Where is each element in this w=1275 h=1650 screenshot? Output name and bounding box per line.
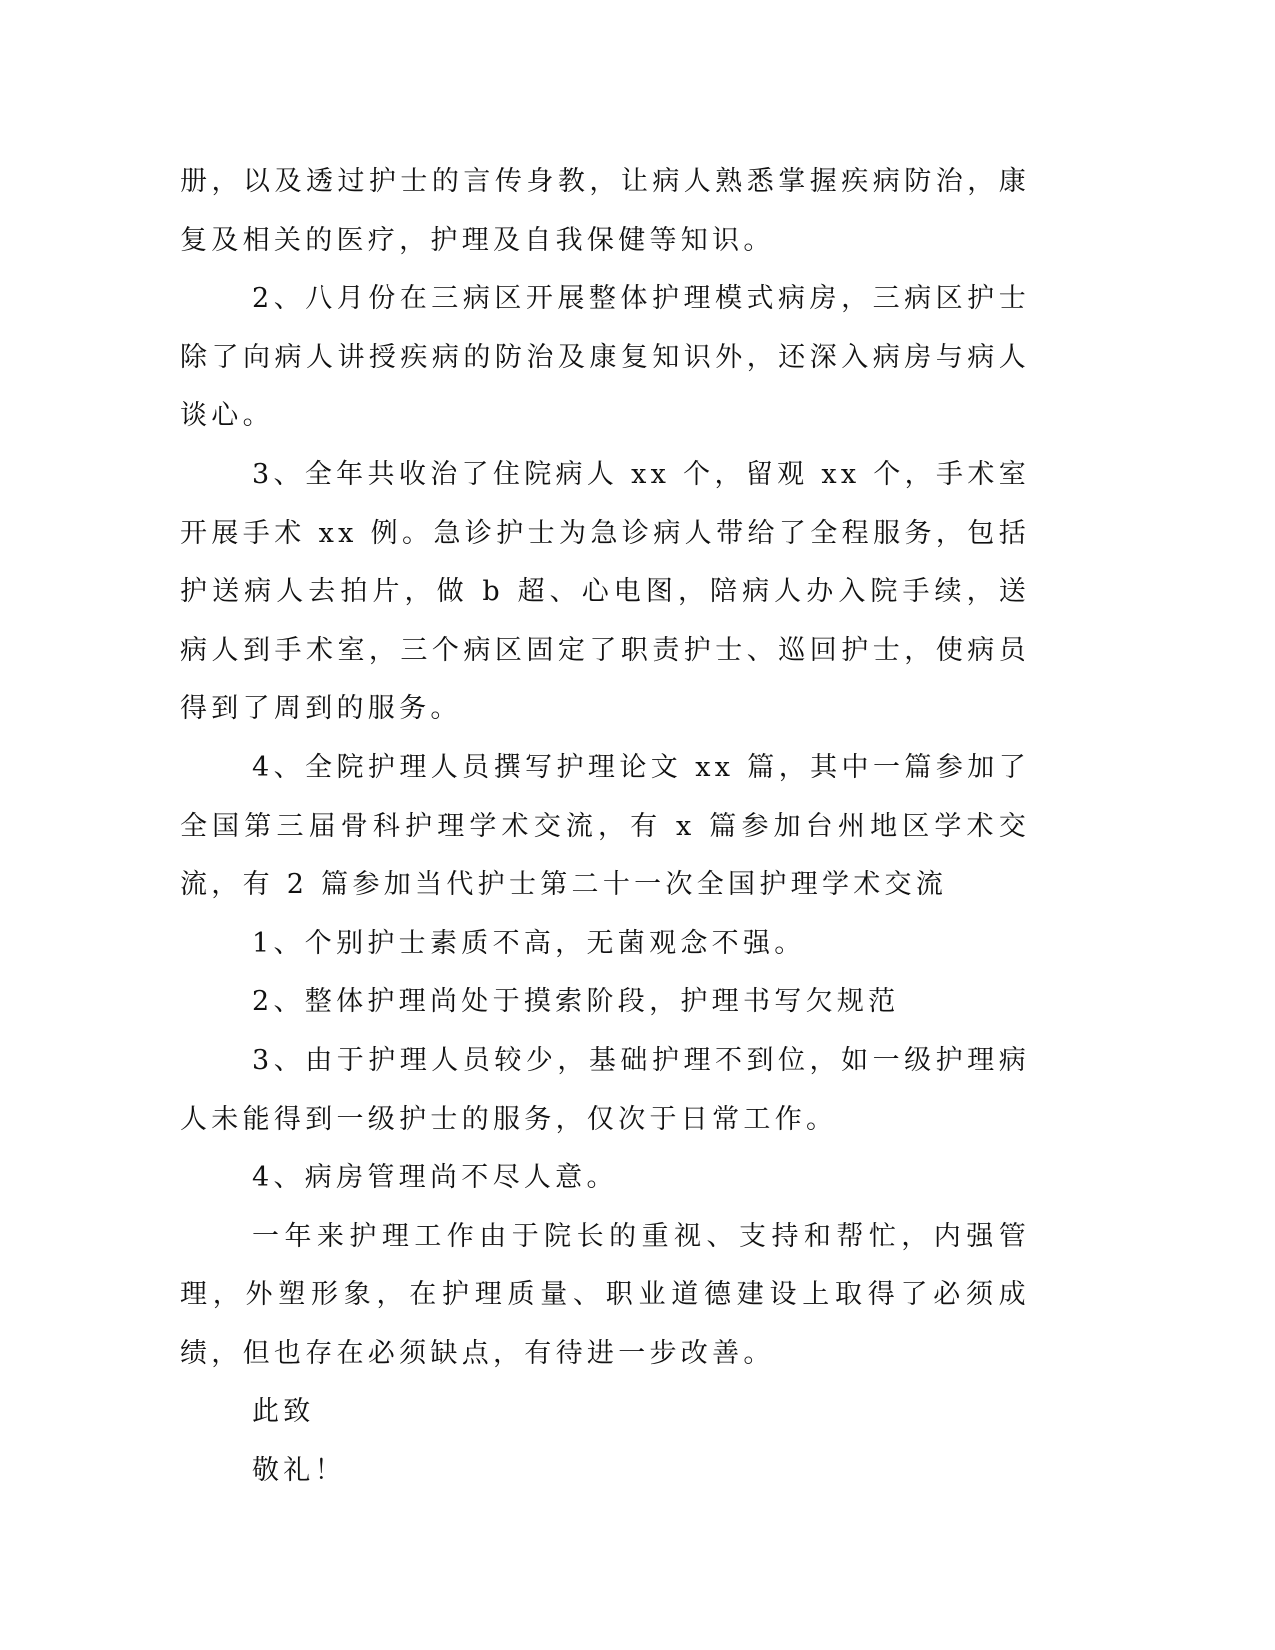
paragraph-ward-model: 2、八月份在三病区开展整体护理模式病房，三病区护士除了向病人讲授疾病的防治及康复知识外，还深入病房与病人谈心。 bbox=[180, 283, 1030, 432]
closing-greeting: 此致 bbox=[252, 1396, 315, 1428]
paragraph-summary: 一年来护理工作由于院长的重视、支持和帮忙，内强管理，外塑形象，在护理质量、职业道德建设上取得了必须成绩，但也存在必须缺点，有待进一步改善。 bbox=[180, 1220, 1030, 1369]
paragraph-annual-admissions: 3、全年共收治了住院病人 xx 个，留观 xx 个，手术室开展手术 xx 例。急诊护士为急诊病人带给了全程服务，包括护送病人去拍片，做 b 超、心电图，陪病人办入院手续，送病人到手术室，三个病区固定了职责护士、巡回护士，使病员得到了周到的服务。 bbox=[180, 458, 1030, 725]
paragraph-issue-staffing: 3、由于护理人员较少，基础护理不到位，如一级护理病人未能得到一级护士的服务，仅次于日常工作。 bbox=[180, 1044, 1030, 1135]
paragraph-issue-ward-management: 4、病房管理尚不尽人意。 bbox=[252, 1162, 618, 1194]
paragraph-nursing-papers: 4、全院护理人员撰写护理论文 xx 篇，其中一篇参加了全国第三届骨科护理学术交流，有 x 篇参加台州地区学术交流，有 2 篇参加当代护士第二十一次全国护理学术交流 bbox=[180, 751, 1030, 901]
paragraph-issue-quality: 1、个别护士素质不高，无菌观念不强。 bbox=[252, 927, 806, 959]
paragraph-issue-documentation: 2、整体护理尚处于摸索阶段，护理书写欠规范 bbox=[252, 986, 900, 1018]
document-body bbox=[180, 153, 1030, 1501]
paragraph-continuation: 册，以及透过护士的言传身教，让病人熟悉掌握疾病防治，康复及相关的医疗，护理及自我保健等知识。 bbox=[180, 166, 1030, 256]
closing-salute: 敬礼！ bbox=[252, 1455, 346, 1487]
